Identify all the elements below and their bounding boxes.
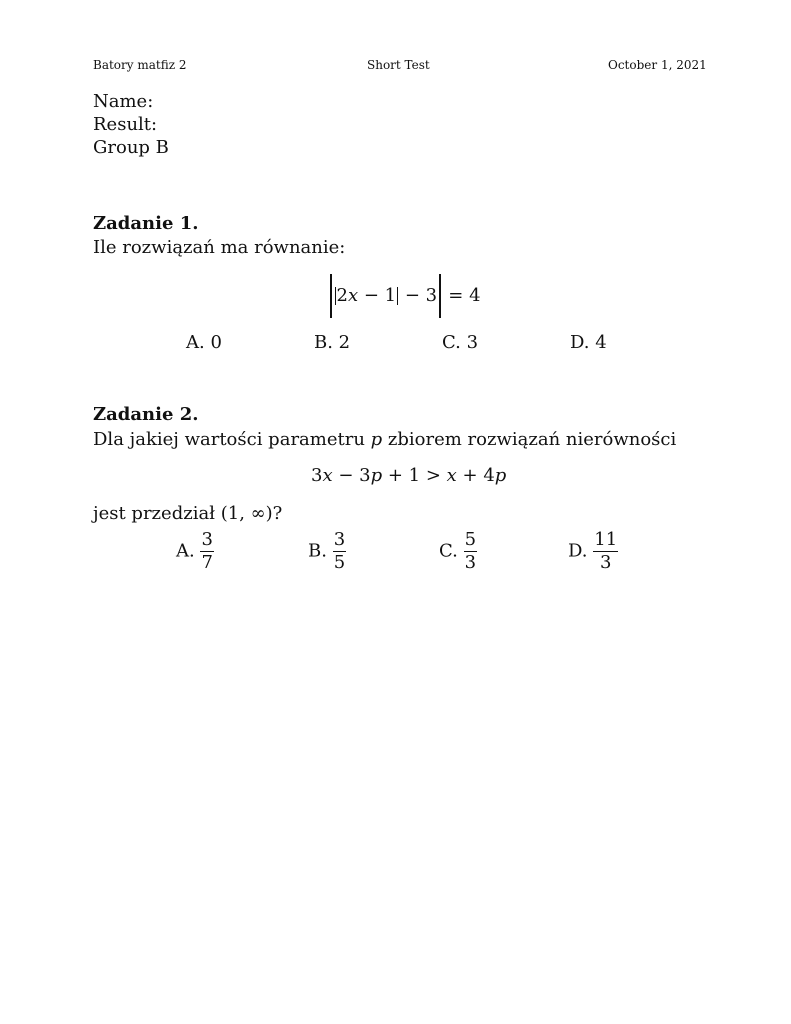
option-b-letter: B.	[308, 540, 327, 562]
ineq-var-4: p	[494, 465, 507, 486]
inner-abs-left-bar	[335, 287, 336, 305]
header-right: October 1, 2021	[608, 58, 707, 72]
option-a-fraction	[200, 530, 213, 573]
option-c-denominator: 3	[464, 551, 477, 573]
task2-option-d	[568, 530, 618, 573]
task2-question-start: Dla jakiej wartości parametru	[93, 429, 371, 450]
header-left: Batory matfiz 2	[93, 58, 187, 72]
ineq-part-4: + 4	[456, 465, 495, 486]
ineq-var-1: x	[322, 465, 333, 486]
task2-option-b	[308, 530, 346, 573]
equation-inner-coef: 2	[336, 285, 348, 306]
task2-param: p	[370, 429, 383, 450]
task1-option-c: C. 3	[442, 332, 479, 353]
option-d-fraction	[593, 530, 618, 573]
task2-inequality	[311, 464, 506, 488]
option-a-numerator: 3	[201, 529, 213, 550]
task1-option-b: B. 2	[314, 332, 351, 353]
task2-option-c	[439, 530, 477, 573]
option-c-numerator: 5	[464, 529, 477, 550]
outer-abs-right-bar	[439, 274, 441, 318]
ineq-part-2: − 3	[332, 465, 371, 486]
option-d-numerator: 11	[594, 529, 618, 550]
outer-abs-left-bar	[330, 274, 332, 318]
task1-option-a: A. 0	[186, 332, 222, 353]
equation-rhs: = 4	[442, 285, 481, 306]
task1-equation	[328, 274, 481, 318]
ineq-part-1: 3	[311, 465, 323, 486]
inner-abs-right-bar	[397, 287, 398, 305]
option-c-fraction	[464, 530, 477, 573]
task2-interval-text: jest przedział (1, ∞)?	[93, 503, 283, 524]
option-c-letter: C.	[439, 540, 458, 562]
equation-inner-minus: − 1	[358, 285, 397, 306]
ineq-part-3: + 1 >	[382, 465, 447, 486]
task2-question-end: zbiorem rozwiązań nierówności	[382, 429, 677, 450]
task2-question	[93, 428, 676, 452]
task1-option-d: D. 4	[570, 332, 607, 353]
option-b-fraction	[333, 530, 346, 573]
option-b-denominator: 5	[333, 551, 346, 573]
equation-var-x: x	[347, 285, 359, 306]
task2-option-a	[176, 530, 214, 573]
option-b-numerator: 3	[333, 529, 346, 550]
group-label: Group B	[93, 137, 169, 158]
task1-title: Zadanie 1.	[93, 213, 199, 234]
result-label: Result:	[93, 114, 158, 135]
task2-title: Zadanie 2.	[93, 404, 199, 425]
ineq-var-3: x	[446, 465, 457, 486]
equation-outer-minus: − 3	[399, 285, 438, 306]
header-center: Short Test	[367, 58, 430, 72]
option-a-denominator: 7	[201, 551, 213, 573]
ineq-var-2: p	[370, 465, 383, 486]
option-d-denominator: 3	[599, 551, 612, 573]
option-d-letter: D.	[568, 540, 588, 562]
option-a-letter: A.	[176, 540, 195, 562]
name-label: Name:	[93, 91, 154, 112]
task1-question: Ile rozwiązań ma równanie:	[93, 237, 346, 258]
